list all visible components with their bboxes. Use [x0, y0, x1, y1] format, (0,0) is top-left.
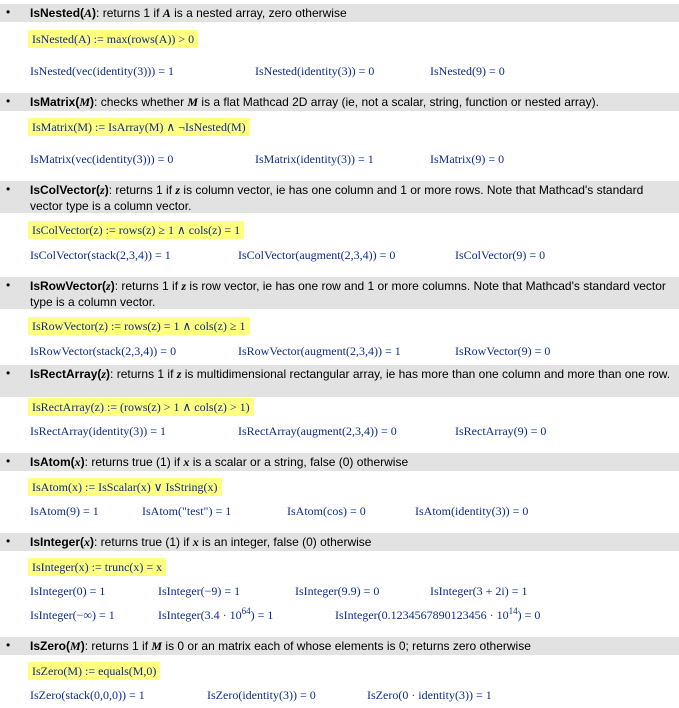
bullet-icon: •: [6, 366, 11, 380]
definition-region[interactable]: IsRowVector(z) := rows(z) = 1 ∧ cols(z) ≥ 1: [28, 317, 250, 335]
example-result[interactable]: IsInteger(9.9) = 0: [295, 584, 380, 598]
function-name: IsAtom: [30, 455, 71, 469]
example-result[interactable]: IsRectArray(augment(2,3,4)) = 0: [238, 424, 397, 438]
example-result[interactable]: IsAtom(9) = 1: [30, 504, 99, 518]
function-arg: x: [84, 535, 91, 549]
function-name: IsRowVector: [30, 279, 103, 293]
description-text: is multidimensional rectangular array, ie has more than one column and more than one row.: [181, 367, 671, 381]
section-header-iszero: • IsZero(M): returns 1 if M is 0 or an matrix each of whose elements is 0; returns zero otherwise: [0, 637, 679, 655]
definition-region[interactable]: IsMatrix(M) := IsArray(M) ∧ ¬IsNested(M): [28, 118, 250, 136]
function-arg: M: [70, 639, 81, 653]
function-arg: z: [101, 367, 107, 381]
description-text: is an integer, false (0) otherwise: [198, 535, 372, 549]
example-result[interactable]: IsZero(identity(3)) = 0: [207, 688, 316, 702]
example-result[interactable]: IsInteger(−9) = 1: [158, 584, 241, 598]
example-result[interactable]: IsMatrix(9) = 0: [430, 152, 505, 166]
example-result[interactable]: IsInteger(−∞) = 1: [30, 608, 115, 622]
example-result[interactable]: IsColVector(augment(2,3,4)) = 0: [238, 248, 396, 262]
example-result[interactable]: IsColVector(9) = 0: [455, 248, 546, 262]
description-text: : checks whether: [94, 95, 188, 109]
description-text: : returns true (1) if: [94, 535, 193, 549]
section-header-ismatrix: • IsMatrix(M): checks whether M is a flat Mathcad 2D array (ie, not a scalar, string, function or nested array).: [0, 93, 679, 111]
section-header-iscolvector: • IsColVector(z): returns 1 if z is column vector, ie has one column and 1 or more rows. Note that Mathcad's standard vector type is a column vector.: [0, 181, 679, 213]
description-text: is a flat Mathcad 2D array (ie, not a scalar, string, function or nested array).: [198, 95, 599, 109]
example-result[interactable]: IsRowVector(stack(2,3,4)) = 0: [30, 344, 177, 358]
function-name: IsNested: [30, 6, 81, 20]
example-result[interactable]: IsAtom(identity(3)) = 0: [415, 504, 529, 518]
example-result[interactable]: IsRectArray(identity(3)) = 1: [30, 424, 167, 438]
function-arg: z: [106, 279, 111, 293]
section-header-isrectarray: • IsRectArray(z): returns 1 if z is multidimensional rectangular array, ie has more than one column and more than one row.: [0, 365, 679, 397]
example-result[interactable]: IsNested(vec(identity(3))) = 1: [30, 64, 175, 78]
definition-region[interactable]: IsInteger(x) := trunc(x) = x: [28, 558, 166, 576]
example-result[interactable]: IsNested(identity(3)) = 0: [255, 64, 375, 78]
description-text: : returns 1 if: [110, 367, 177, 381]
function-name: IsZero: [30, 639, 67, 653]
function-name: IsMatrix: [30, 95, 76, 109]
bullet-icon: •: [6, 638, 11, 652]
description-text: : returns 1 if: [108, 183, 176, 197]
description-text: is row vector, ie has one row and 1 or more columns. Note that Mathcad's standard vector type is a column vector.: [30, 279, 666, 309]
example-result[interactable]: IsNested(9) = 0: [430, 64, 505, 78]
bullet-icon: •: [6, 94, 11, 108]
definition-region[interactable]: IsRectArray(z) := (rows(z) > 1 ∧ cols(z) > 1): [28, 398, 254, 416]
description-text: : returns 1 if: [96, 6, 163, 20]
description-text: : returns 1 if: [114, 279, 182, 293]
example-result[interactable]: IsAtom("test") = 1: [142, 504, 232, 518]
description-text: : returns true (1) if: [84, 455, 184, 469]
example-result[interactable]: IsColVector(stack(2,3,4)) = 1: [30, 248, 171, 262]
example-result[interactable]: IsInteger(3.4 · $10^{64}) = 1$: [158, 606, 274, 622]
function-arg: x: [74, 455, 81, 469]
bullet-icon: •: [6, 278, 11, 292]
description-text: is 0 or an matrix each of whose elements is 0; returns zero otherwise: [162, 639, 531, 653]
example-result[interactable]: IsZero(stack(0,0,0)) = 1: [30, 688, 145, 702]
function-name: IsRectArray: [30, 367, 98, 381]
section-header-isinteger: • IsInteger(x): returns true (1) if x is an integer, false (0) otherwise: [0, 533, 679, 551]
bullet-icon: •: [6, 182, 11, 196]
definition-region[interactable]: IsNested(A) := max(rows(A)) > 0: [28, 30, 198, 48]
example-result[interactable]: IsAtom(cos) = 0: [287, 504, 366, 518]
example-result[interactable]: IsInteger(0.1234567890123456 · $10^{14}) = 0$: [335, 606, 541, 622]
example-result[interactable]: IsMatrix(vec(identity(3))) = 0: [30, 152, 174, 166]
example-result[interactable]: IsRowVector(9) = 0: [455, 344, 551, 358]
description-text: : returns 1 if: [84, 639, 152, 653]
function-name: IsColVector: [30, 183, 97, 197]
function-arg: A: [84, 6, 93, 20]
description-text: is column vector, ie has one column and 1 or more rows. Note that Mathcad's standard vector type is a column vector.: [30, 183, 644, 213]
function-arg: M: [79, 95, 91, 109]
bullet-icon: •: [6, 5, 11, 19]
definition-region[interactable]: IsColVector(z) := rows(z) ≥ 1 ∧ cols(z) = 1: [28, 221, 244, 239]
example-result[interactable]: IsMatrix(identity(3)) = 1: [255, 152, 374, 166]
section-header-isatom: • IsAtom(x): returns true (1) if x is a scalar or a string, false (0) otherwise: [0, 453, 679, 471]
section-header-isrowvector: • IsRowVector(z): returns 1 if z is row vector, ie has one row and 1 or more columns. Note that Mathcad's standard vector type is a column vector.: [0, 277, 679, 309]
function-arg: z: [100, 183, 105, 197]
example-result[interactable]: IsZero(0 · identity(3)) = 1: [367, 688, 492, 702]
example-result[interactable]: IsInteger(3 + 2i) = 1: [430, 584, 528, 598]
definition-region[interactable]: IsZero(M) := equals(M,0): [28, 662, 160, 680]
description-text: is a nested array, zero otherwise: [170, 6, 347, 20]
bullet-icon: •: [6, 534, 11, 548]
definition-region[interactable]: IsAtom(x) := IsScalar(x) ∨ IsString(x): [28, 478, 222, 496]
example-result[interactable]: IsInteger(0) = 1: [30, 584, 106, 598]
example-result[interactable]: IsRectArray(9) = 0: [455, 424, 547, 438]
example-result[interactable]: IsRowVector(augment(2,3,4)) = 1: [238, 344, 401, 358]
function-name: IsInteger: [30, 535, 81, 549]
description-text: is a scalar or a string, false (0) otherwise: [189, 455, 409, 469]
bullet-icon: •: [6, 454, 11, 468]
section-header-isnested: • IsNested(A): returns 1 if A is a nested array, zero otherwise: [0, 4, 679, 22]
